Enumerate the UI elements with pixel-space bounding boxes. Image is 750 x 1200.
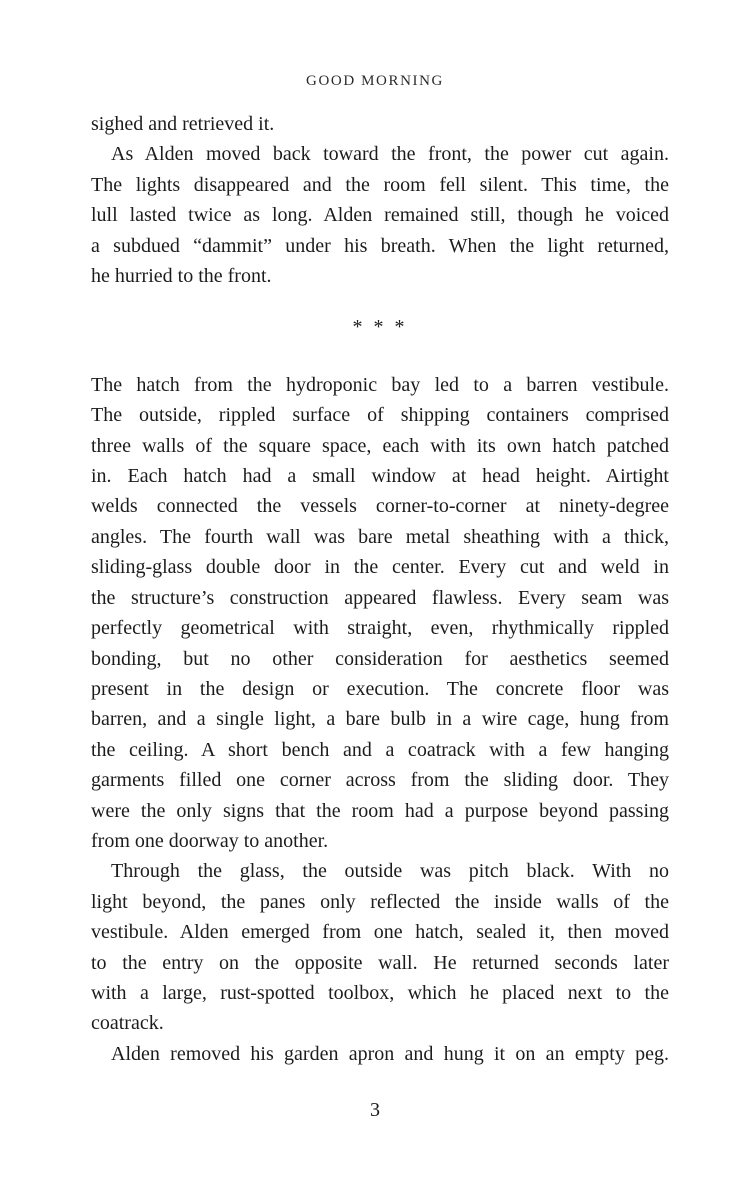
text-line: to the entry on the opposite wall. He returned seconds later xyxy=(91,951,669,974)
text-line: with a large, rust-spotted toolbox, which he placed next to the xyxy=(91,981,669,1004)
text-line: angles. The fourth wall was bare metal sheathing with a thick, xyxy=(91,525,669,548)
paragraph xyxy=(91,139,669,291)
text-line: barren, and a single light, a bare bulb in a wire cage, hung from xyxy=(91,708,669,731)
text-line: perfectly geometrical with straight, even, rhythmically rippled xyxy=(91,617,669,640)
paragraph xyxy=(91,370,669,857)
text-line: Alden removed his garden apron and hung it on an empty peg. xyxy=(111,1042,669,1065)
text-block xyxy=(91,109,669,1069)
paragraph xyxy=(91,1039,669,1069)
text-line: in. Each hatch had a small window at head height. Airtight xyxy=(91,465,669,488)
text-line: the structure’s construction appeared flawless. Every seam was xyxy=(91,586,669,609)
paragraph xyxy=(91,109,669,139)
text-line: were the only signs that the room had a purpose beyond passing xyxy=(91,799,669,822)
text-line: The outside, rippled surface of shipping containers comprised xyxy=(91,404,669,427)
running-header: GOOD MORNING xyxy=(306,73,444,89)
text-line: lull lasted twice as long. Alden remained still, though he voiced xyxy=(91,204,669,227)
text-line: bonding, but no other consideration for aesthetics seemed xyxy=(91,647,669,670)
text-line: from one doorway to another. xyxy=(91,829,329,852)
text-line: vestibule. Alden emerged from one hatch, sealed it, then moved xyxy=(91,921,669,944)
text-line: three walls of the square space, each with its own hatch patched xyxy=(91,434,669,457)
text-line: present in the design or execution. The concrete floor was xyxy=(91,677,669,700)
page-number: 3 xyxy=(370,1099,380,1121)
text-line: sighed and retrieved it. xyxy=(91,113,275,135)
scene-break: * * * xyxy=(352,316,408,339)
text-line: sliding-glass double door in the center. Every cut and weld in xyxy=(91,556,669,579)
text-line: coatrack. xyxy=(91,1012,164,1035)
text-line: As Alden moved back toward the front, the power cut again. xyxy=(111,143,669,166)
text-line: light beyond, the panes only reflected the inside walls of the xyxy=(91,890,669,913)
paragraph xyxy=(91,856,669,1038)
text-line: the ceiling. A short bench and a coatrack with a few hanging xyxy=(91,738,669,761)
text-line: Through the glass, the outside was pitch black. With no xyxy=(111,860,669,883)
text-line: The lights disappeared and the room fell silent. This time, the xyxy=(91,173,669,196)
text-line: a subdued “dammit” under his breath. When the light returned, xyxy=(91,234,669,257)
text-line: The hatch from the hydroponic bay led to a barren vestibule. xyxy=(91,373,669,396)
text-line: garments filled one corner across from the sliding door. They xyxy=(91,769,669,792)
text-line: welds connected the vessels corner-to-corner at ninety-degree xyxy=(91,495,669,518)
text-line: he hurried to the front. xyxy=(91,265,272,288)
